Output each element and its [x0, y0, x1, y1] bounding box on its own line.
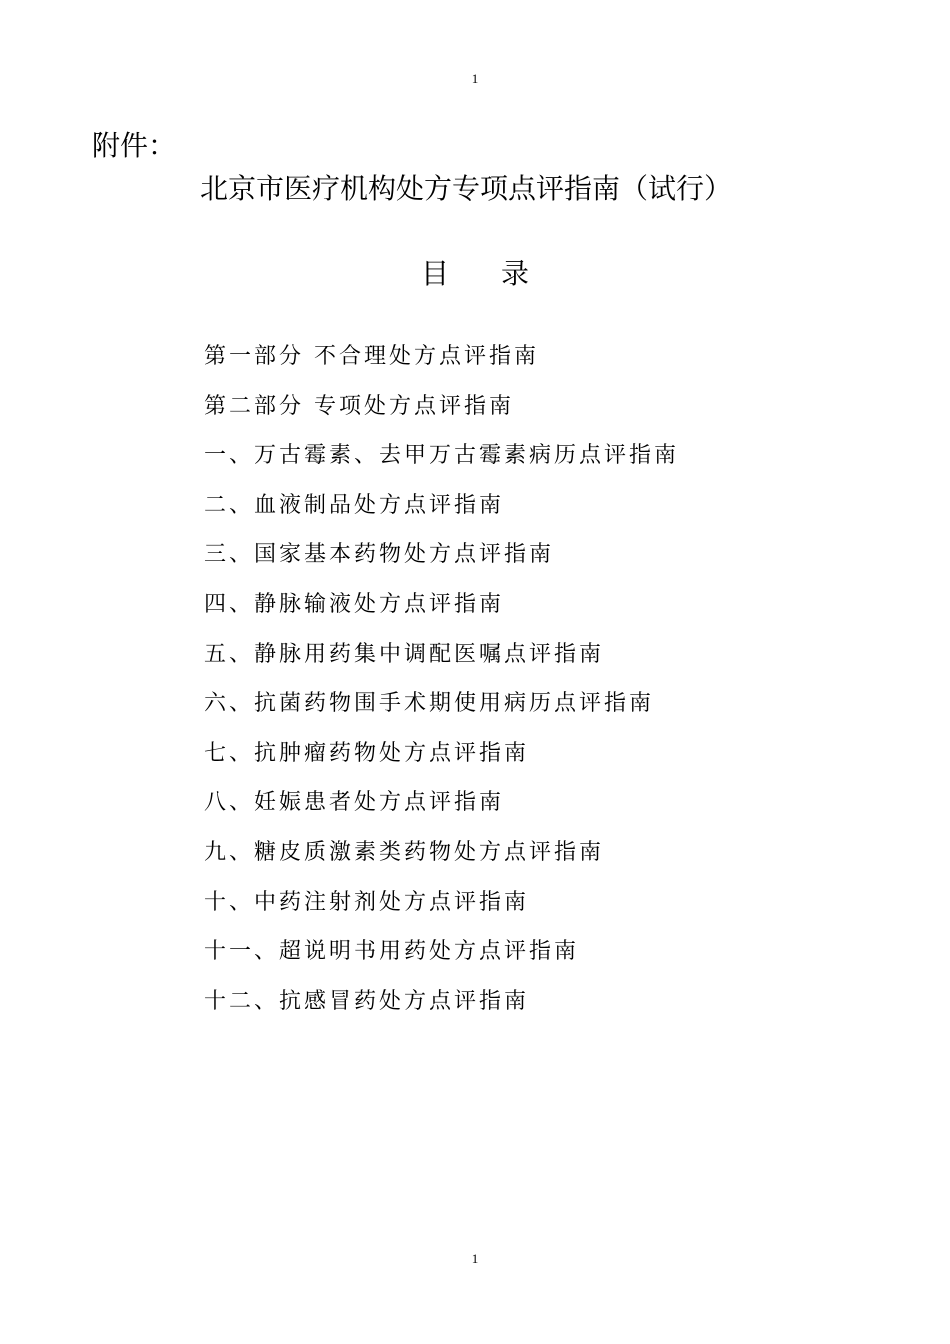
page-number-bottom: 1 — [471, 1251, 479, 1266]
toc-item-9[interactable]: 九、糖皮质激素类药物处方点评指南 — [204, 839, 605, 865]
attachment-label: 附件： — [92, 129, 177, 162]
toc-item-2[interactable]: 二、血液制品处方点评指南 — [204, 492, 505, 518]
toc-item-6[interactable]: 六、抗菌药物围手术期使用病历点评指南 — [204, 691, 655, 717]
document-title: 北京市医疗机构处方专项点评指南（试行） — [200, 172, 733, 205]
toc-item-12[interactable]: 十二、抗感冒药处方点评指南 — [204, 988, 530, 1014]
toc-item-8[interactable]: 八、妊娠患者处方点评指南 — [204, 790, 505, 816]
page-number-top: 1 — [471, 71, 479, 86]
toc-heading-char-1: 目 — [420, 257, 449, 290]
toc-heading — [0, 256, 950, 292]
toc-item-10[interactable]: 十、中药注射剂处方点评指南 — [204, 889, 530, 915]
toc-list — [204, 343, 679, 1037]
toc-item-part-2[interactable]: 第二部分 专项处方点评指南 — [204, 393, 514, 419]
toc-item-7[interactable]: 七、抗肿瘤药物处方点评指南 — [204, 740, 530, 766]
toc-item-1[interactable]: 一、万古霉素、去甲万古霉素病历点评指南 — [204, 443, 680, 469]
toc-heading-char-2: 录 — [501, 257, 530, 290]
toc-item-4[interactable]: 四、静脉输液处方点评指南 — [204, 591, 505, 617]
toc-item-part-1[interactable]: 第一部分 不合理处方点评指南 — [204, 344, 539, 369]
toc-item-11[interactable]: 十一、超说明书用药处方点评指南 — [204, 939, 580, 965]
toc-item-5[interactable]: 五、静脉用药集中调配医嘱点评指南 — [204, 641, 605, 667]
toc-item-3[interactable]: 三、国家基本药物处方点评指南 — [204, 542, 555, 568]
